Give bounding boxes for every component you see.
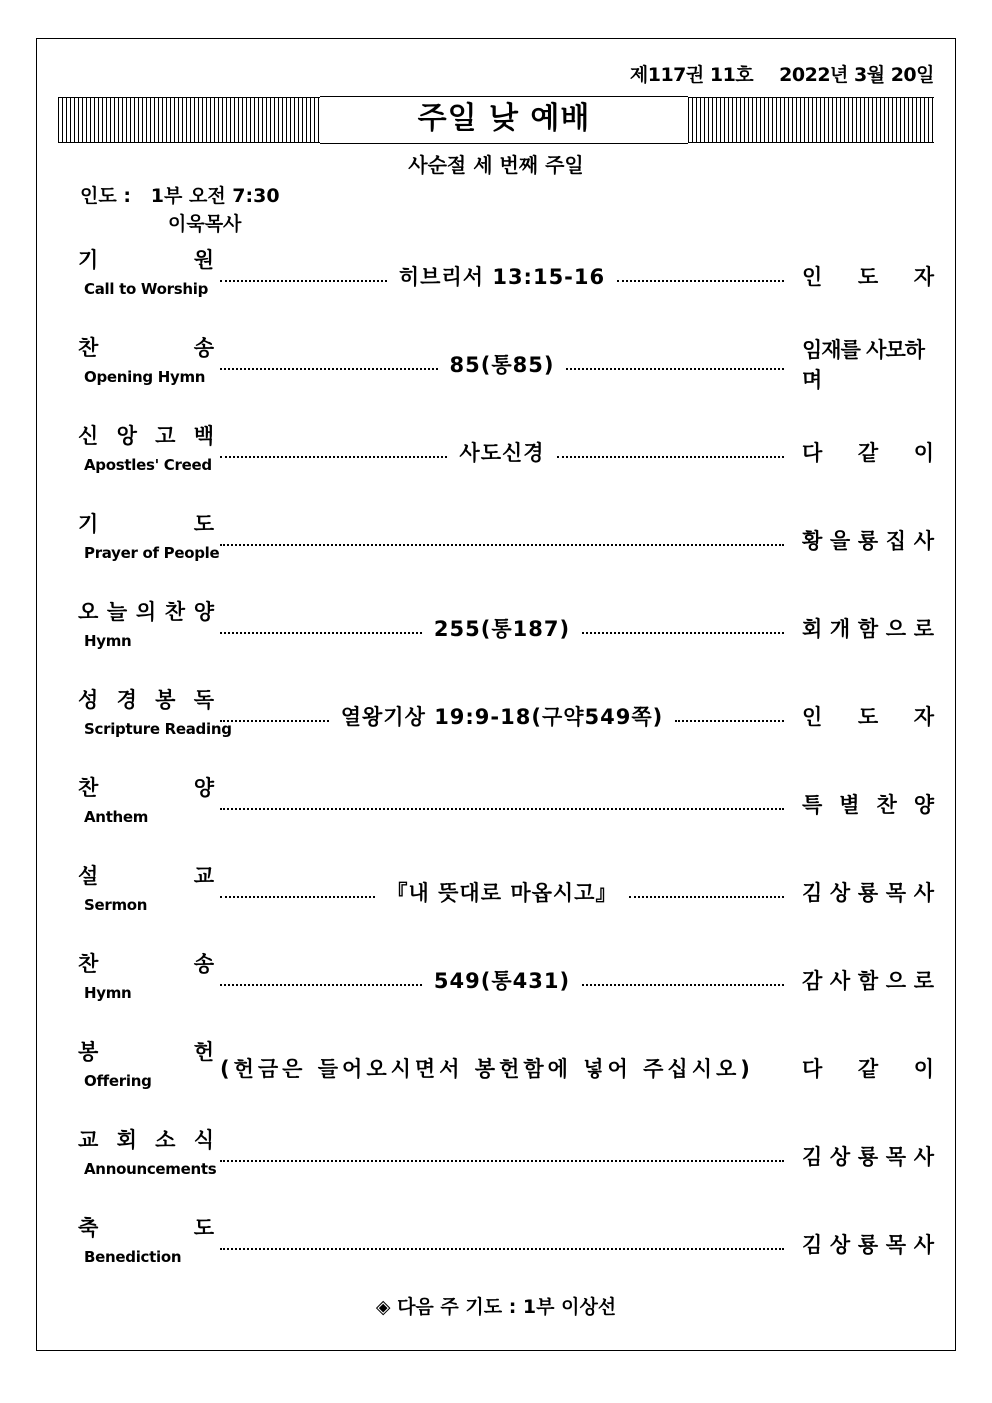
- next-week-prayer: 다음 주 기도 : 1부 이상선: [397, 1296, 617, 1318]
- item-title-ko: 봉 헌: [78, 1040, 214, 1064]
- worship-item: [78, 948, 934, 1018]
- item-title-en: Hymn: [84, 632, 132, 650]
- left-hatch-decoration: [58, 97, 320, 143]
- item-title-ko: 교 회 소 식: [78, 1128, 214, 1152]
- leader-dots: [220, 437, 784, 467]
- worship-item: [78, 244, 934, 314]
- page-subtitle: 사순절 세 번째 주일: [408, 153, 584, 177]
- item-content: 히브리서 13:15-16: [398, 265, 606, 289]
- leader-dots: [220, 877, 784, 907]
- item-responsible: 인 도 자: [802, 265, 934, 289]
- item-content: 『내 뜻대로 마옵시고』: [386, 881, 618, 905]
- item-title-en: Offering: [84, 1072, 152, 1090]
- item-content: (헌금은 들어오시면서 봉헌함에 넣어 주십시오): [220, 1057, 754, 1081]
- item-responsible: 특 별 찬 양: [802, 793, 934, 817]
- item-title-en: Opening Hymn: [84, 368, 206, 386]
- item-title-en: Call to Worship: [84, 280, 209, 298]
- item-responsible: 김 상 룡 목 사: [802, 1145, 934, 1169]
- worship-item: [78, 772, 934, 842]
- leader-dots: [220, 965, 784, 995]
- worship-item: [78, 684, 934, 754]
- worship-item: [78, 1036, 934, 1106]
- diamond-icon: ◈: [375, 1296, 391, 1318]
- item-title-en: Benediction: [84, 1248, 182, 1266]
- issue-info: [630, 60, 934, 87]
- leader-dots: [220, 349, 784, 379]
- item-responsible: 다 같 이: [802, 441, 934, 465]
- worship-item: [78, 1124, 934, 1194]
- leader-dots: [220, 261, 784, 291]
- item-responsible: 황 을 룡 집 사: [802, 529, 934, 553]
- item-title-en: Sermon: [84, 896, 148, 914]
- right-hatch-decoration: [688, 97, 934, 143]
- item-responsible: 임재를 사모하며: [802, 338, 925, 392]
- worship-item: [78, 332, 934, 402]
- item-content: 549(통431): [433, 969, 571, 993]
- leader-service: 1부 오전 7:30: [150, 185, 280, 207]
- item-title-en: Hymn: [84, 984, 132, 1002]
- item-title-en: Scripture Reading: [84, 720, 232, 738]
- leader-info: [80, 181, 280, 208]
- item-responsible: 회 개 함 으 로: [802, 617, 934, 641]
- service-date: 2022년 3월 20일: [779, 64, 934, 86]
- leader-name: 이욱목사: [168, 213, 242, 235]
- item-title-ko: 기 도: [78, 512, 214, 536]
- leader-dots: [220, 525, 784, 555]
- item-title-ko: 오 늘 의 찬 양: [78, 600, 214, 624]
- item-content: 열왕기상 19:9-18(구약549쪽): [340, 705, 664, 729]
- item-title-ko: 찬 송: [78, 336, 214, 360]
- leader-dots: [220, 1229, 784, 1259]
- item-responsible: 김 상 룡 목 사: [802, 1233, 934, 1257]
- leader-dots: [220, 613, 784, 643]
- item-title-ko: 설 교: [78, 864, 214, 888]
- item-content: 사도신경: [459, 441, 545, 465]
- worship-item: [78, 508, 934, 578]
- item-title-ko: 성 경 봉 독: [78, 688, 214, 712]
- worship-item: [78, 420, 934, 490]
- item-content: 85(통85): [449, 353, 555, 377]
- leader-dots: [220, 701, 784, 731]
- item-responsible: 김 상 룡 목 사: [802, 881, 934, 905]
- item-title-en: Announcements: [84, 1160, 217, 1178]
- item-content: 255(통187): [433, 617, 571, 641]
- item-title-ko: 찬 양: [78, 776, 214, 800]
- leader-dots: [220, 1141, 784, 1171]
- item-title-ko: 신 앙 고 백: [78, 424, 214, 448]
- worship-item: [78, 1212, 934, 1282]
- volume-number: 제117권 11호: [629, 64, 754, 86]
- page-title: 주일 낮 예배: [417, 101, 591, 136]
- leader-dots: [220, 789, 784, 819]
- item-title-en: Prayer of People: [84, 544, 220, 562]
- leader-dots: [220, 1053, 784, 1083]
- item-responsible: 감 사 함 으 로: [802, 969, 934, 993]
- item-responsible: 인 도 자: [802, 705, 934, 729]
- item-title-en: Anthem: [84, 808, 149, 826]
- item-title-en: Apostles' Creed: [84, 456, 212, 474]
- item-title-ko: 기 원: [78, 248, 214, 272]
- worship-item: [78, 860, 934, 930]
- worship-item: [78, 596, 934, 666]
- item-responsible: 다 같 이: [802, 1057, 934, 1081]
- leader-label: 인도 :: [80, 185, 131, 207]
- item-title-ko: 축 도: [78, 1216, 214, 1240]
- item-title-ko: 찬 송: [78, 952, 214, 976]
- footer-note: [0, 1292, 992, 1319]
- title-banner: [58, 96, 934, 144]
